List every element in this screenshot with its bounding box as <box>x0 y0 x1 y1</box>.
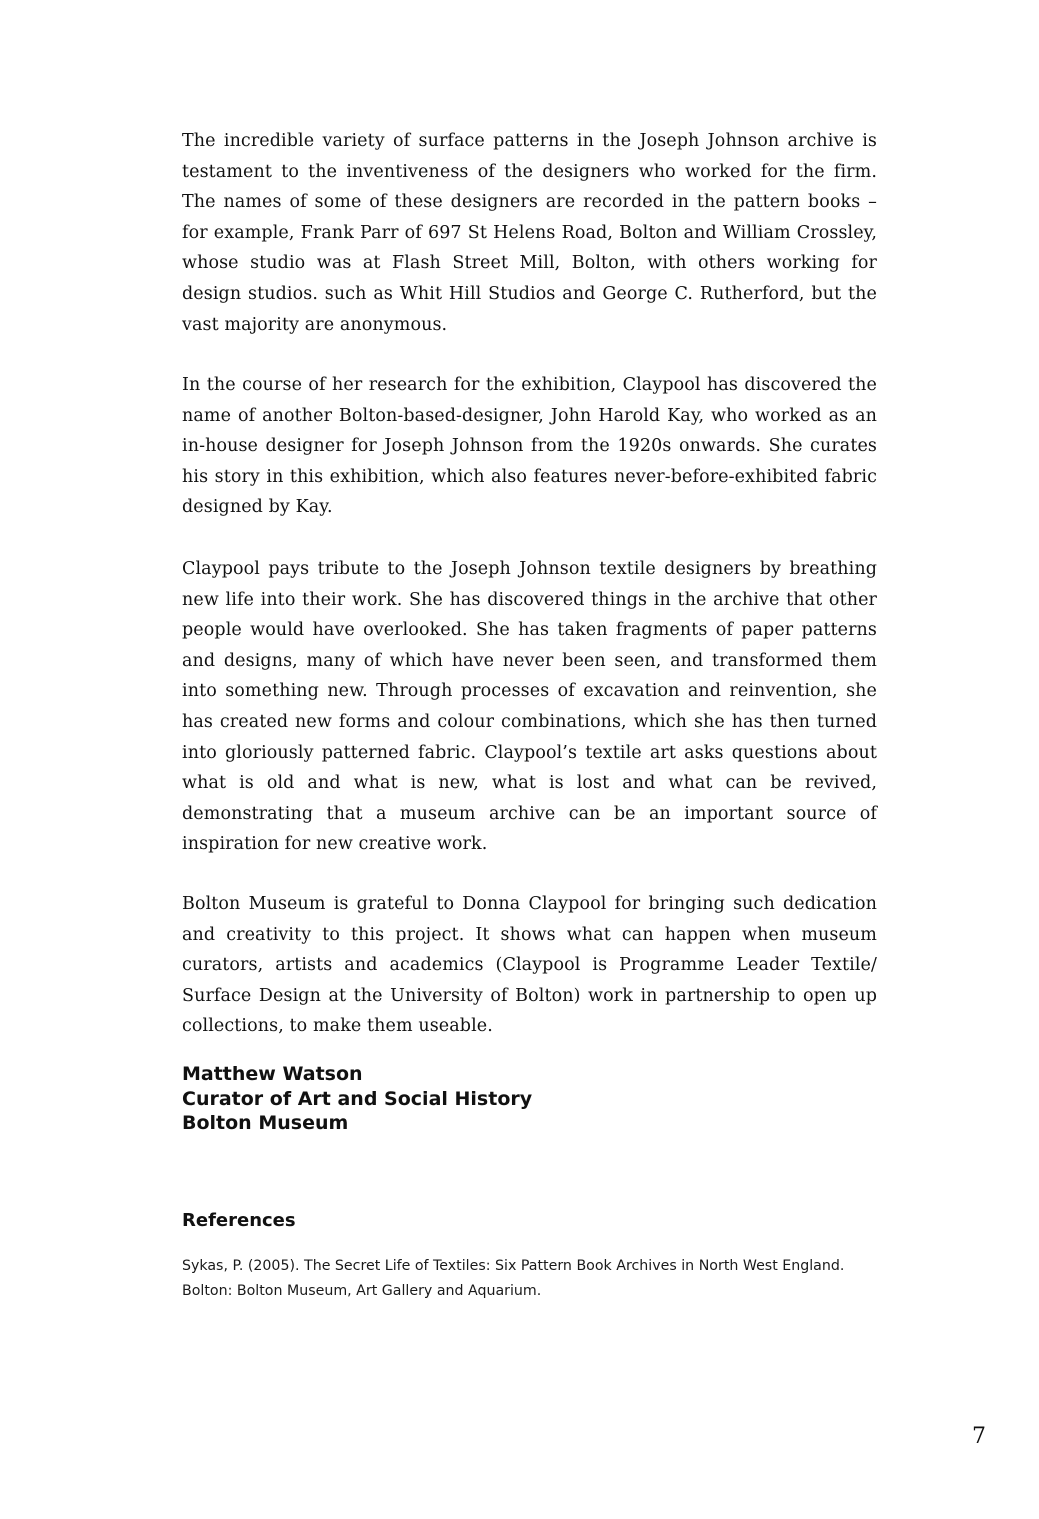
signature-block <box>182 1062 532 1136</box>
body-paragraph-research: In the course of her research for the exhibition, Claypool has discovered the name of another Bolton-based-designer, John Harold Kay, who worked as an in-house designer for Joseph Johnson from the 1920s onwards. She curates his story in this exhibition, which also features never-before-exhibited fabric designed by Kay. <box>182 375 877 518</box>
reference-entry: Sykas, P. (2005). The Secret Life of Textiles: Six Pattern Book Archives in North West England. Bolton: Bolton Museum, Art Gallery and Aquarium. <box>182 1258 845 1299</box>
author-role: Curator of Art and Social History <box>182 1087 533 1110</box>
page-number: 7 <box>972 1424 986 1449</box>
author-organization: Bolton Museum <box>182 1112 349 1134</box>
author-name: Matthew Watson <box>182 1063 363 1085</box>
references-heading: References <box>182 1210 296 1231</box>
body-paragraph-acknowledgement: Bolton Museum is grateful to Donna Claypool for bringing such dedication and creativity to this project. It shows what can happen when museum curators, artists and academics (Claypool is Programme Leader Textile/ Surface Design at the University of Bolton) work in partnership to open up collections, to make them useable. <box>182 894 877 1037</box>
body-paragraph-tribute: Claypool pays tribute to the Joseph Johnson textile designers by breathing new life into their work. She has discovered things in the archive that other people would have overlooked. She has taken fragments of paper patterns and designs, many of which have never been seen, and transformed them into something new. Through processes of excavation and reinvention, she has created new forms and colour combinations, which she has then turned into gloriously patterned fabric. Claypool’s textile art asks questions about what is old and what is new, what is lost and what can be revived, demonstrating that a museum archive can be an important source of inspiration for new creative work. <box>182 559 877 855</box>
body-paragraph-designers: The incredible variety of surface patterns in the Joseph Johnson archive is testament to the inventiveness of the designers who worked for the firm. The names of some of these designers are recorded in the pattern books – for example, Frank Parr of 697 St Helens Road, Bolton and William Crossley, whose studio was at Flash Street Mill, Bolton, with others working for design studios. such as Whit Hill Studios and George C. Rutherford, but the vast majority are anonymous. <box>182 131 877 335</box>
